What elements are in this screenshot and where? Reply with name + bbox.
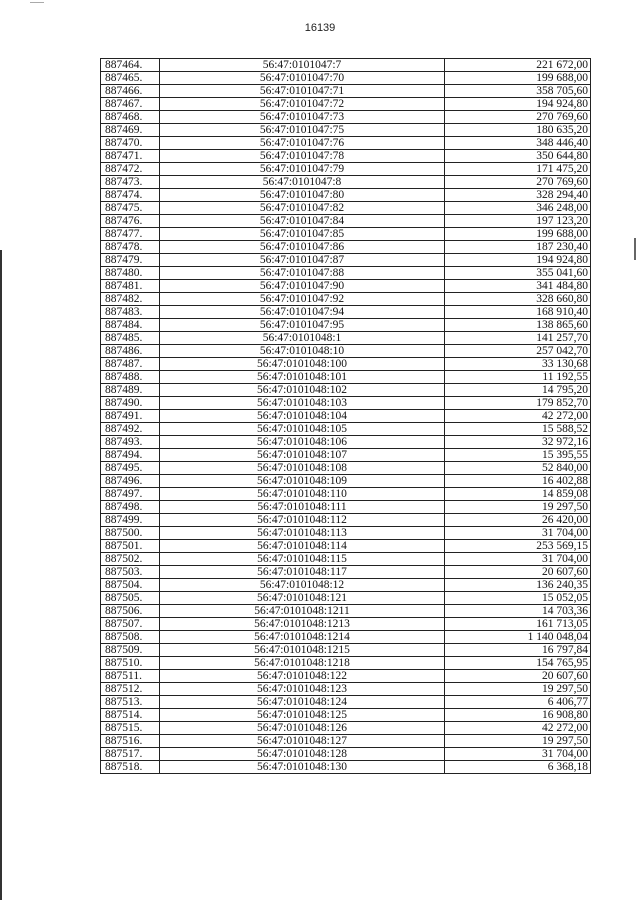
cadastral-value-cell: 141 257,70 [445,332,591,345]
table-row [101,735,591,748]
row-number-cell: 887474. [101,189,160,202]
table-row [101,293,591,306]
table-row [101,553,591,566]
cadastral-number-cell: 56:47:0101047:92 [160,293,445,306]
cadastral-value-cell: 32 972,16 [445,436,591,449]
table-row [101,436,591,449]
table-row [101,514,591,527]
cadastral-number-cell: 56:47:0101047:86 [160,241,445,254]
cadastral-number-cell: 56:47:0101048:107 [160,449,445,462]
cadastral-number-cell: 56:47:0101048:102 [160,384,445,397]
row-number-cell: 887512. [101,683,160,696]
cadastral-number-cell: 56:47:0101048:114 [160,540,445,553]
table-row [101,657,591,670]
cadastral-number-cell: 56:47:0101048:122 [160,670,445,683]
row-number-cell: 887498. [101,501,160,514]
row-number-cell: 887501. [101,540,160,553]
cadastral-value-cell: 221 672,00 [445,59,591,72]
cadastral-value-cell: 270 769,60 [445,111,591,124]
cadastral-number-cell: 56:47:0101047:73 [160,111,445,124]
row-number-cell: 887479. [101,254,160,267]
scan-artifact-right-edge [634,238,636,260]
cadastral-number-cell: 56:47:0101048:104 [160,410,445,423]
table-row [101,566,591,579]
row-number-cell: 887482. [101,293,160,306]
cadastral-number-cell: 56:47:0101047:78 [160,150,445,163]
table-body [101,59,591,774]
cadastral-value-cell: 6 368,18 [445,761,591,774]
cadastral-value-cell: 11 192,55 [445,371,591,384]
cadastral-number-cell: 56:47:0101047:85 [160,228,445,241]
cadastral-value-cell: 26 420,00 [445,514,591,527]
cadastral-value-cell: 42 272,00 [445,410,591,423]
cadastral-number-cell: 56:47:0101047:90 [160,280,445,293]
table-row [101,345,591,358]
cadastral-number-cell: 56:47:0101048:130 [160,761,445,774]
row-number-cell: 887492. [101,423,160,436]
scan-artifact-top [30,2,44,3]
cadastral-value-cell: 19 297,50 [445,683,591,696]
row-number-cell: 887478. [101,241,160,254]
row-number-cell: 887476. [101,215,160,228]
table-row [101,202,591,215]
cadastral-number-cell: 56:47:0101047:70 [160,72,445,85]
cadastral-value-cell: 180 635,20 [445,124,591,137]
cadastral-value-cell: 161 713,05 [445,618,591,631]
row-number-cell: 887486. [101,345,160,358]
table-row [101,59,591,72]
cadastral-number-cell: 56:47:0101048:123 [160,683,445,696]
row-number-cell: 887503. [101,566,160,579]
cadastral-value-cell: 257 042,70 [445,345,591,358]
row-number-cell: 887483. [101,306,160,319]
cadastral-number-cell: 56:47:0101048:101 [160,371,445,384]
cadastral-number-cell: 56:47:0101048:110 [160,488,445,501]
table-row [101,540,591,553]
table-row [101,332,591,345]
table-row [101,163,591,176]
row-number-cell: 887511. [101,670,160,683]
table-row [101,722,591,735]
cadastral-value-cell: 179 852,70 [445,397,591,410]
table-row [101,592,591,605]
cadastral-number-cell: 56:47:0101047:95 [160,319,445,332]
row-number-cell: 887477. [101,228,160,241]
cadastral-value-cell: 358 705,60 [445,85,591,98]
cadastral-value-cell: 199 688,00 [445,228,591,241]
cadastral-value-cell: 171 475,20 [445,163,591,176]
row-number-cell: 887505. [101,592,160,605]
row-number-cell: 887494. [101,449,160,462]
table-row [101,176,591,189]
table-row [101,748,591,761]
cadastral-value-cell: 14 795,20 [445,384,591,397]
row-number-cell: 887517. [101,748,160,761]
table-row [101,696,591,709]
cadastral-number-cell: 56:47:0101048:117 [160,566,445,579]
table-row [101,410,591,423]
cadastral-value-cell: 33 130,68 [445,358,591,371]
cadastral-number-cell: 56:47:0101048:121 [160,592,445,605]
cadastral-number-cell: 56:47:0101047:80 [160,189,445,202]
cadastral-value-cell: 187 230,40 [445,241,591,254]
row-number-cell: 887508. [101,631,160,644]
cadastral-number-cell: 56:47:0101048:115 [160,553,445,566]
cadastral-value-cell: 328 294,40 [445,189,591,202]
cadastral-number-cell: 56:47:0101048:12 [160,579,445,592]
table-row [101,241,591,254]
row-number-cell: 887504. [101,579,160,592]
cadastral-number-cell: 56:47:0101048:1215 [160,644,445,657]
table-row [101,111,591,124]
cadastral-number-cell: 56:47:0101048:128 [160,748,445,761]
row-number-cell: 887488. [101,371,160,384]
row-number-cell: 887506. [101,605,160,618]
cadastral-value-cell: 355 041,60 [445,267,591,280]
cadastral-value-cell: 19 297,50 [445,501,591,514]
cadastral-value-cell: 270 769,60 [445,176,591,189]
cadastral-value-cell: 16 908,80 [445,709,591,722]
cadastral-number-cell: 56:47:0101048:1214 [160,631,445,644]
row-number-cell: 887497. [101,488,160,501]
scan-artifact-left-edge [0,250,2,900]
cadastral-value-cell: 31 704,00 [445,527,591,540]
row-number-cell: 887493. [101,436,160,449]
cadastral-number-cell: 56:47:0101047:75 [160,124,445,137]
cadastral-number-cell: 56:47:0101048:1218 [160,657,445,670]
table-row [101,254,591,267]
table-row [101,150,591,163]
cadastral-value-cell: 194 924,80 [445,254,591,267]
cadastral-number-cell: 56:47:0101047:71 [160,85,445,98]
row-number-cell: 887507. [101,618,160,631]
row-number-cell: 887510. [101,657,160,670]
cadastral-value-cell: 6 406,77 [445,696,591,709]
cadastral-value-cell: 341 484,80 [445,280,591,293]
cadastral-number-cell: 56:47:0101048:1211 [160,605,445,618]
cadastral-number-cell: 56:47:0101048:105 [160,423,445,436]
row-number-cell: 887481. [101,280,160,293]
row-number-cell: 887500. [101,527,160,540]
row-number-cell: 887466. [101,85,160,98]
cadastral-number-cell: 56:47:0101048:1 [160,332,445,345]
cadastral-value-cell: 20 607,60 [445,670,591,683]
cadastral-value-cell: 1 140 048,04 [445,631,591,644]
table-row [101,384,591,397]
row-number-cell: 887513. [101,696,160,709]
cadastral-value-cell: 42 272,00 [445,722,591,735]
table-row [101,306,591,319]
table-row [101,280,591,293]
table-row [101,462,591,475]
cadastral-number-cell: 56:47:0101048:111 [160,501,445,514]
cadastral-number-cell: 56:47:0101047:7 [160,59,445,72]
cadastral-value-cell: 194 924,80 [445,98,591,111]
cadastral-value-cell: 328 660,80 [445,293,591,306]
cadastral-number-cell: 56:47:0101047:82 [160,202,445,215]
table-row [101,475,591,488]
row-number-cell: 887472. [101,163,160,176]
table-row [101,98,591,111]
row-number-cell: 887470. [101,137,160,150]
cadastral-number-cell: 56:47:0101047:88 [160,267,445,280]
table-row [101,358,591,371]
cadastral-value-cell: 14 859,08 [445,488,591,501]
cadastral-number-cell: 56:47:0101048:113 [160,527,445,540]
cadastral-number-cell: 56:47:0101048:125 [160,709,445,722]
table-row [101,631,591,644]
cadastral-value-cell: 350 644,80 [445,150,591,163]
cadastral-value-cell: 14 703,36 [445,605,591,618]
table-row [101,124,591,137]
cadastral-number-cell: 56:47:0101048:127 [160,735,445,748]
cadastral-number-cell: 56:47:0101048:100 [160,358,445,371]
table-row [101,618,591,631]
row-number-cell: 887490. [101,397,160,410]
cadastral-value-cell: 52 840,00 [445,462,591,475]
row-number-cell: 887518. [101,761,160,774]
table-row [101,579,591,592]
cadastral-value-cell: 31 704,00 [445,553,591,566]
cadastral-number-cell: 56:47:0101047:94 [160,306,445,319]
table-row [101,670,591,683]
cadastral-number-cell: 56:47:0101048:108 [160,462,445,475]
cadastral-value-cell: 346 248,00 [445,202,591,215]
cadastral-value-cell: 15 588,52 [445,423,591,436]
table-row [101,501,591,514]
row-number-cell: 887468. [101,111,160,124]
table-row [101,683,591,696]
row-number-cell: 887499. [101,514,160,527]
table-row [101,319,591,332]
cadastral-value-cell: 138 865,60 [445,319,591,332]
row-number-cell: 887469. [101,124,160,137]
page-number: 16139 [304,22,336,34]
cadastral-number-cell: 56:47:0101047:8 [160,176,445,189]
row-number-cell: 887514. [101,709,160,722]
cadastral-number-cell: 56:47:0101048:112 [160,514,445,527]
cadastral-value-cell: 154 765,95 [445,657,591,670]
row-number-cell: 887496. [101,475,160,488]
table-row [101,137,591,150]
cadastral-number-cell: 56:47:0101048:103 [160,397,445,410]
cadastral-value-cell: 197 123,20 [445,215,591,228]
cadastral-value-cell: 348 446,40 [445,137,591,150]
row-number-cell: 887473. [101,176,160,189]
cadastral-number-cell: 56:47:0101048:106 [160,436,445,449]
row-number-cell: 887467. [101,98,160,111]
cadastral-value-cell: 15 052,05 [445,592,591,605]
table-row [101,72,591,85]
cadastral-value-cell: 15 395,55 [445,449,591,462]
cadastral-value-cell: 31 704,00 [445,748,591,761]
cadastral-number-cell: 56:47:0101048:109 [160,475,445,488]
cadastral-number-cell: 56:47:0101047:84 [160,215,445,228]
row-number-cell: 887489. [101,384,160,397]
row-number-cell: 887502. [101,553,160,566]
table-row [101,371,591,384]
table-row [101,527,591,540]
table-row [101,449,591,462]
cadastral-value-cell: 168 910,40 [445,306,591,319]
cadastral-value-table [100,58,591,774]
row-number-cell: 887480. [101,267,160,280]
cadastral-value-cell: 136 240,35 [445,579,591,592]
table-row [101,85,591,98]
cadastral-number-cell: 56:47:0101047:76 [160,137,445,150]
cadastral-value-cell: 199 688,00 [445,72,591,85]
row-number-cell: 887471. [101,150,160,163]
cadastral-value-cell: 253 569,15 [445,540,591,553]
row-number-cell: 887515. [101,722,160,735]
row-number-cell: 887464. [101,59,160,72]
row-number-cell: 887487. [101,358,160,371]
row-number-cell: 887491. [101,410,160,423]
row-number-cell: 887484. [101,319,160,332]
row-number-cell: 887509. [101,644,160,657]
row-number-cell: 887495. [101,462,160,475]
cadastral-value-cell: 16 402,88 [445,475,591,488]
row-number-cell: 887465. [101,72,160,85]
table-row [101,423,591,436]
table-row [101,228,591,241]
table-row [101,761,591,774]
table-row [101,267,591,280]
row-number-cell: 887516. [101,735,160,748]
cadastral-value-cell: 16 797,84 [445,644,591,657]
cadastral-number-cell: 56:47:0101048:126 [160,722,445,735]
cadastral-number-cell: 56:47:0101047:87 [160,254,445,267]
cadastral-value-cell: 20 607,60 [445,566,591,579]
table-row [101,644,591,657]
cadastral-number-cell: 56:47:0101048:1213 [160,618,445,631]
cadastral-number-cell: 56:47:0101048:124 [160,696,445,709]
cadastral-value-cell: 19 297,50 [445,735,591,748]
table-row [101,488,591,501]
row-number-cell: 887475. [101,202,160,215]
table-row [101,709,591,722]
cadastral-number-cell: 56:47:0101047:79 [160,163,445,176]
table-row [101,189,591,202]
row-number-cell: 887485. [101,332,160,345]
table-row [101,605,591,618]
table-row [101,215,591,228]
cadastral-number-cell: 56:47:0101048:10 [160,345,445,358]
cadastral-number-cell: 56:47:0101047:72 [160,98,445,111]
table-row [101,397,591,410]
